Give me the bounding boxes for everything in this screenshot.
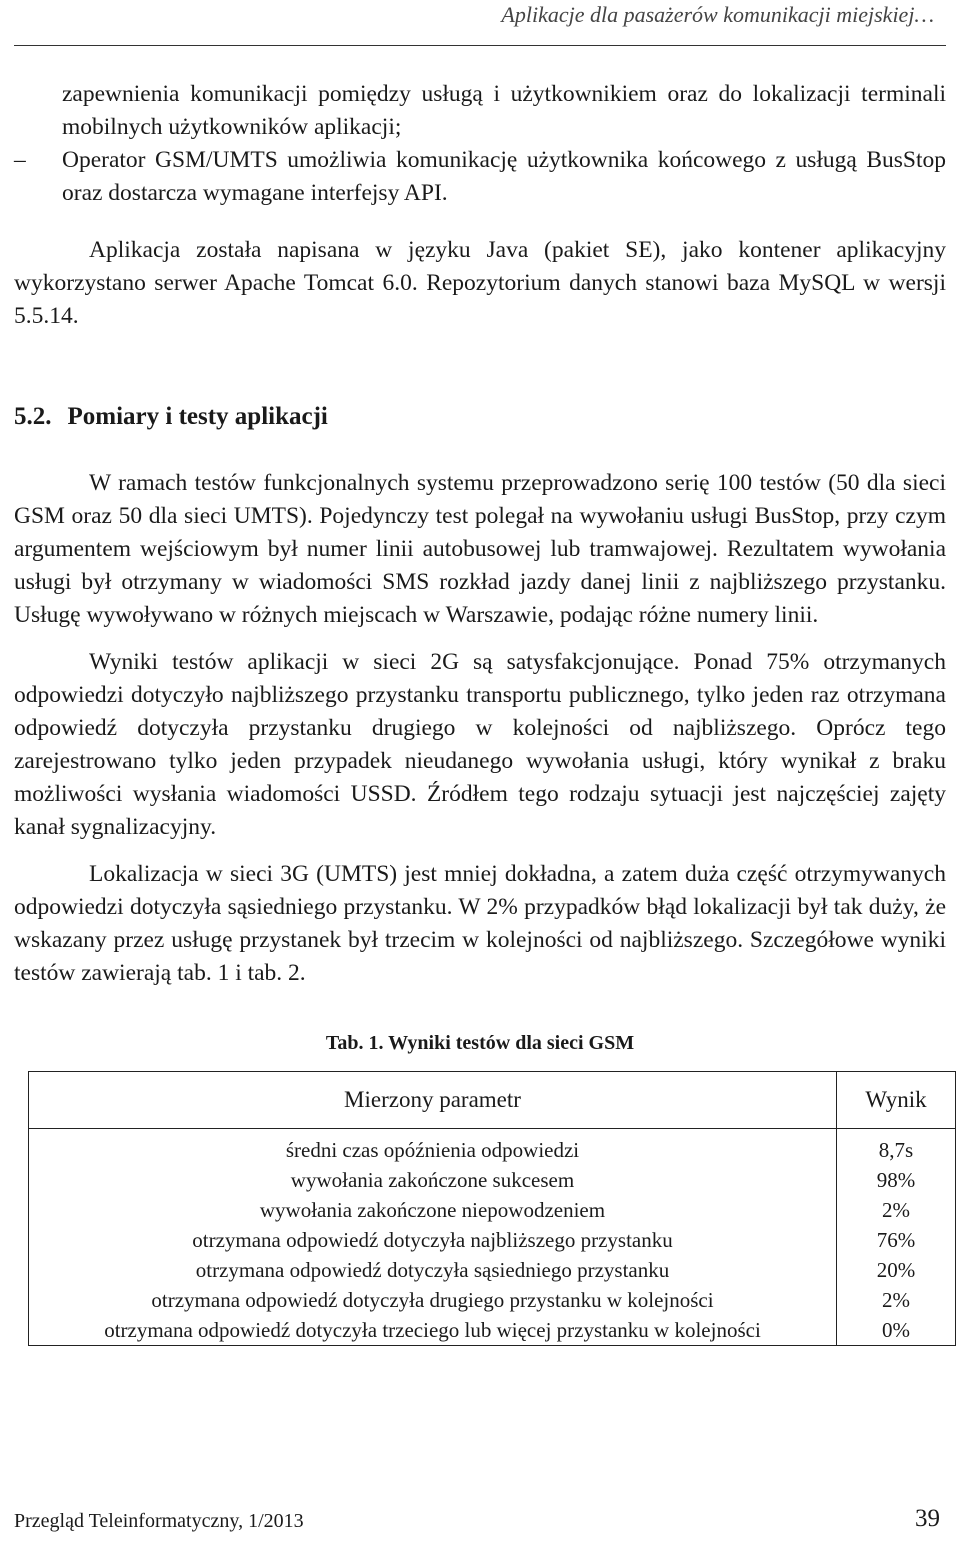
table-row [29, 1315, 956, 1346]
cell-result: 2% [882, 1288, 910, 1312]
page-header [14, 0, 946, 46]
paragraph-1: W ramach testów funkcjonalnych systemu przeprowadzono serię 100 testów (50 dla sieci GSM oraz 50 dla sieci UMTS). Pojedynczy test polegał na wywołaniu usługi BusStop, przy czym argumentem wejściowym był numer linii autobusowej lub tramwajowej. Rezultatem wywołania usługi był otrzymany w wiadomości SMS rozkład jazdy danej linii z najbliższego przystanku. Usługę wywoływano w różnych miejscach w Warszawie, podając różne numery linii. [14, 470, 946, 628]
cell-parameter: wywołania zakończone niepowodzeniem [29, 1195, 837, 1225]
section-heading [14, 403, 946, 431]
table-row [29, 1285, 956, 1315]
list-continuation: zapewnienia komunikacji pomiędzy usługą i użytkownikiem oraz do lokalizacji terminali mobilnych użytkowników aplikacji; [62, 81, 946, 140]
section-number: 5.2. [14, 403, 52, 430]
table-caption: Tab. 1. Wyniki testów dla sieci GSM [325, 1032, 635, 1054]
cell-parameter: średni czas opóźnienia odpowiedzi [29, 1129, 837, 1166]
cell-parameter: otrzymana odpowiedź dotyczyła najbliższego przystanku [29, 1225, 837, 1255]
table-row [29, 1195, 956, 1225]
cell-parameter: otrzymana odpowiedź dotyczyła drugiego przystanku w kolejności [29, 1285, 837, 1315]
cell-result: 98% [876, 1168, 916, 1192]
page-number: 39 [915, 1505, 940, 1532]
list-item [14, 144, 946, 210]
table-row [29, 1165, 956, 1195]
cell-result: 0% [882, 1318, 910, 1342]
cell-parameter: otrzymana odpowiedź dotyczyła sąsiedniego przystanku [29, 1255, 837, 1285]
table-row [29, 1129, 956, 1166]
page-content [14, 78, 946, 1346]
table-row [29, 1225, 956, 1255]
cell-parameter: wywołania zakończone sukcesem [29, 1165, 837, 1195]
cell-result: 2% [882, 1198, 910, 1222]
results-table [28, 1071, 956, 1346]
table-header-row [29, 1072, 956, 1129]
paragraph-3: Lokalizacja w sieci 3G (UMTS) jest mniej dokładna, a zatem duża część otrzymywanych odpowiedzi dotyczyła sąsiedniego przystanku. W 2% przypadków błąd lokalizacji był tak duży, że wskazany przez usługę przystanek był trzecim w kolejności od najbliższego. Szczegółowe wyniki testów zawierają tab. 1 i tab. 2. [14, 861, 946, 986]
cell-parameter: otrzymana odpowiedź dotyczyła trzeciego lub więcej przystanku w kolejności [29, 1315, 837, 1346]
paragraph-2: Wyniki testów aplikacji w sieci 2G są satysfakcjonujące. Ponad 75% otrzymanych odpowiedzi dotyczyło najbliższego przystanku transportu publicznego, tylko jeden raz otrzymana odpowiedź dotyczyła przystanku drugiego w kolejności od najbliższego. Oprócz tego zarejestrowano tylko jeden przypadek nieudanego wywołania usługi, który wynikał z braku możliwości wysłania wiadomości USSD. Źródłem tego rodzaju sytuacji jest najczęściej zajęty kanał sygnalizacyjny. [14, 649, 946, 840]
header-parameter: Mierzony parametr [29, 1072, 837, 1129]
cell-result: 76% [876, 1228, 916, 1252]
table-row [29, 1255, 956, 1285]
list-dash: – [14, 147, 26, 173]
cell-result: 20% [876, 1258, 916, 1282]
journal-footer: Przegląd Teleinformatyczny, 1/2013 [14, 1510, 304, 1532]
running-title: Aplikacje dla pasażerów komunikacji miejskiej… [501, 2, 934, 27]
header-result: Wynik [837, 1072, 956, 1129]
section-title: Pomiary i testy aplikacji [67, 403, 328, 430]
list-item-text: Operator GSM/UMTS umożliwia komunikację użytkownika końcowego z usługą BusStop oraz dostarcza wymagane interfejsy API. [62, 147, 946, 206]
paragraph-intro: Aplikacja została napisana w języku Java (pakiet SE), jako kontener aplikacyjny wykorzystano serwer Apache Tomcat 6.0. Repozytorium danych stanowi baza MySQL w wersji 5.5.14. [14, 237, 946, 329]
cell-result: 8,7s [878, 1138, 914, 1162]
